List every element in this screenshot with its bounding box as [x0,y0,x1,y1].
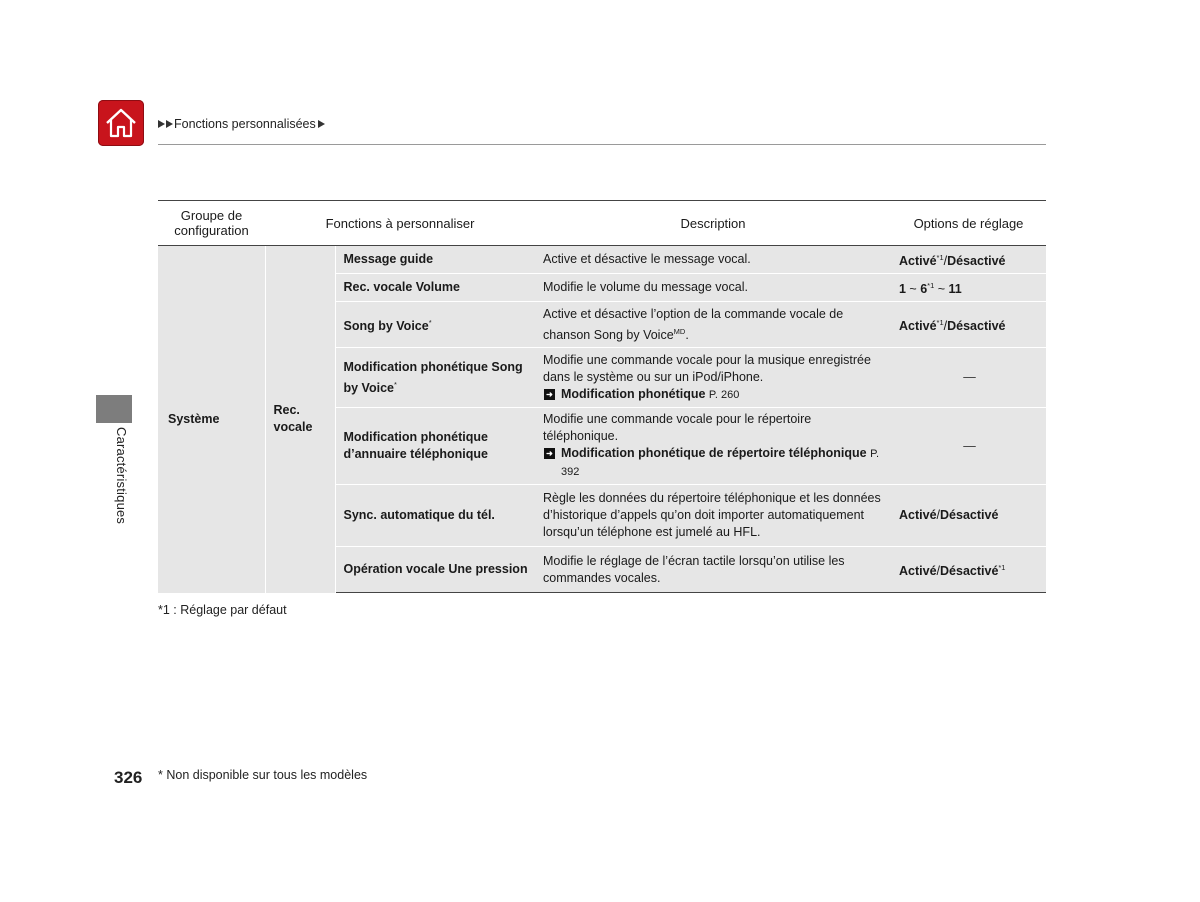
description-cell: Modifie une commande vocale pour la musique enregistrée dans le système ou sur un iPod/iPhone. ➜ Modification phonétique P. 260 [535,348,891,408]
header-divider [158,144,1046,145]
breadcrumb-arrow-icon [166,120,173,128]
function-cell: Modification phonétique d’annuaire téléphonique [335,408,535,485]
description-cell: Modifie une commande vocale pour le répertoire téléphonique. ➜ Modification phonétique de répertoire téléphonique P. 392 [535,408,891,485]
cross-reference-link[interactable]: ➜ Modification phonétique de répertoire téléphonique P. 392 [543,445,885,481]
breadcrumb-arrow-icon [158,120,165,128]
default-footnote: *1 : Réglage par défaut [158,603,287,617]
function-cell: Sync. automatique du tél. [335,485,535,547]
column-header-description: Description [535,201,891,246]
description-cell: Active et désactive le message vocal. [535,246,891,274]
home-button[interactable] [98,100,144,146]
subgroup-cell: Rec. vocale [265,246,335,593]
function-cell: Rec. vocale Volume [335,274,535,302]
reference-arrow-icon: ➜ [544,389,555,400]
breadcrumb-label: Fonctions personnalisées [174,117,316,131]
cross-reference-link[interactable]: ➜ Modification phonétique P. 260 [543,386,885,404]
column-header-group: Groupe de configuration [158,201,265,246]
settings-table [158,200,1046,593]
options-cell: — [891,348,1046,408]
options-cell: — [891,408,1046,485]
group-cell: Système [158,246,265,593]
breadcrumb[interactable] [158,117,326,131]
description-cell: Règle les données du répertoire téléphonique et les données d’historique d’appels qu’on doit importer automatiquement lorsqu’un téléphone est jumelé au HFL. [535,485,891,547]
options-cell: Activé/Désactivé$^{*1}$ [891,547,1046,593]
breadcrumb-arrow-icon [318,120,325,128]
column-header-function: Fonctions à personnaliser [265,201,535,246]
description-cell: Active et désactive l’option de la commande vocale de chanson Song by Voice$^{MD}$. [535,302,891,348]
function-cell: Song by Voice* [335,302,535,348]
function-cell: Opération vocale Une pression [335,547,535,593]
section-tab[interactable] [96,395,132,423]
function-cell: Modification phonétique Song by Voice* [335,348,535,408]
home-icon [103,105,139,141]
function-cell: Message guide [335,246,535,274]
table-header-row [158,201,1046,246]
page-number: 326 [114,768,143,787]
description-cell: Modifie le réglage de l’écran tactile lorsqu’on utilise les commandes vocales. [535,547,891,593]
options-cell: 1 ~ 6$^{*1}$ ~ 11 [891,274,1046,302]
column-header-options: Options de réglage [891,201,1046,246]
description-cell: Modifie le volume du message vocal. [535,274,891,302]
section-label: Caractéristiques [114,427,129,525]
table-row [158,246,1046,274]
options-cell: Activé/Désactivé [891,485,1046,547]
options-cell: Activé$^{*1}$/Désactivé [891,246,1046,274]
reference-arrow-icon: ➜ [544,448,555,459]
availability-note: * Non disponible sur tous les modèles [158,768,368,782]
options-cell: Activé$^{*1}$/Désactivé [891,302,1046,348]
